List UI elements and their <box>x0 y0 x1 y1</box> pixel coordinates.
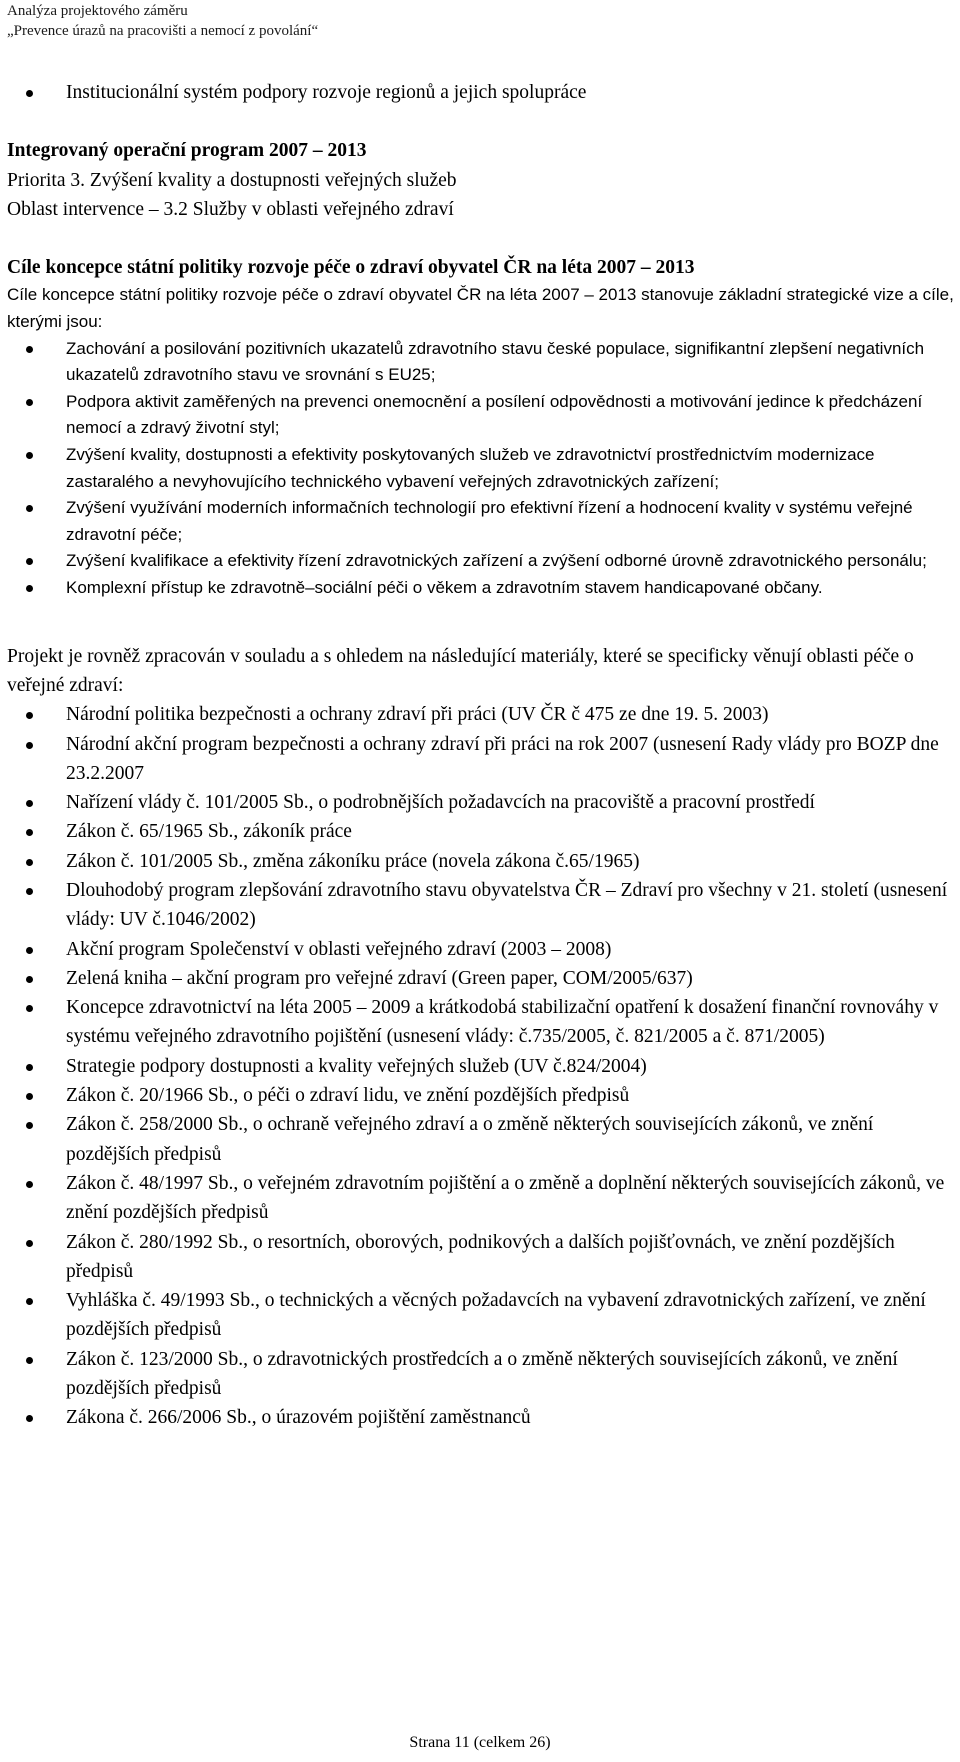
list-item <box>7 1169 957 1228</box>
list-item-text: Zákon č. 280/1992 Sb., o resortních, oborových, podnikových a dalších pojišťovnách, ve znění pozdějších předpisů <box>66 1231 895 1282</box>
list-item <box>7 876 957 935</box>
page-content <box>7 78 957 1433</box>
list-item <box>7 1081 957 1110</box>
list-item <box>7 1228 957 1287</box>
list-item-text: Zachování a posilování pozitivních ukazatelů zdravotního stavu české populace, signifikantní zlepšení negativních ukazatelů zdravotního stavu ve srovnání s EU25; <box>66 338 925 385</box>
list-item-text: Zákon č. 65/1965 Sb., zákoník práce <box>66 821 352 843</box>
list-item-text: Zákon č. 20/1966 Sb., o péči o zdraví lidu, ve znění pozdějších předpisů <box>66 1085 630 1107</box>
list-item-text: Nařízení vlády č. 101/2005 Sb., o podrobnějších požadavcích na pracoviště a pracovní prostředí <box>66 792 815 814</box>
bullet-icon <box>26 346 33 353</box>
bullet-icon <box>26 1357 33 1364</box>
bullet-icon <box>26 712 33 719</box>
list-item <box>7 964 957 993</box>
bullet-icon <box>26 888 33 895</box>
bullet-icon <box>26 976 33 983</box>
list-item <box>7 935 957 964</box>
concept-section <box>7 253 957 601</box>
page-number: Strana 11 (celkem 26) <box>409 1734 551 1751</box>
bullet-icon <box>26 90 33 97</box>
bullet-icon <box>26 800 33 807</box>
list-item <box>7 847 957 876</box>
list-item-text: Komplexní přístup ke zdravotně–sociální péči o věkem a zdravotním stavem handicapované občany. <box>66 578 823 598</box>
spacer <box>7 107 957 136</box>
list-item-text: Zákon č. 101/2005 Sb., změna zákoníku práce (novela zákona č.65/1965) <box>66 850 640 872</box>
bullet-icon <box>26 399 33 406</box>
list-item-text: Zákon č. 258/2000 Sb., o ochraně veřejného zdraví a o změně některých souvisejících zákonů, ve znění pozdějších předpisů <box>66 1114 874 1165</box>
list-item <box>7 1345 957 1404</box>
materials-section <box>7 642 957 1433</box>
bullet-icon <box>26 742 33 749</box>
spacer <box>7 602 957 642</box>
list-item <box>7 993 957 1052</box>
page-header <box>7 1 318 41</box>
concept-body <box>7 282 957 601</box>
bullet-icon <box>26 1093 33 1100</box>
bullet-icon <box>26 558 33 565</box>
iop-heading: Integrovaný operační program 2007 – 2013 <box>7 140 367 162</box>
list-item <box>7 389 957 442</box>
list-item <box>7 700 957 729</box>
bullet-icon <box>26 1298 33 1305</box>
concept-heading: Cíle koncepce státní politiky rozvoje péče o zdraví obyvatel ČR na léta 2007 – 2013 <box>7 257 695 279</box>
bullet-icon <box>26 505 33 512</box>
list-item <box>7 336 957 389</box>
list-item <box>7 575 957 602</box>
bullet-icon <box>26 452 33 459</box>
list-item-text: Koncepce zdravotnictví na léta 2005 – 2009 a krátkodobá stabilizační opatření k dosažení finanční rovnováhy v systému veřejného zdravotního pojištění (usnesení vlády: č.735/2005, č. 821/2005 a č. 871/2005) <box>66 997 939 1048</box>
bullet-icon <box>26 1064 33 1071</box>
bullet-icon <box>26 1181 33 1188</box>
bullet-icon <box>26 1240 33 1247</box>
list-item <box>7 730 957 789</box>
list-item-text: Národní politika bezpečnosti a ochrany zdraví při práci (UV ČR č 475 ze dne 19. 5. 2003) <box>66 704 769 726</box>
list-item-text: Zákona č. 266/2006 Sb., o úrazovém pojištění zaměstnanců <box>66 1407 531 1429</box>
list-item-text: Podpora aktivit zaměřených na prevenci onemocnění a posílení odpovědnosti a motivování jedince k předcházení nemocí a zdravý životní styl; <box>66 391 923 438</box>
list-item-text: Zákon č. 123/2000 Sb., o zdravotnických prostředcích a o změně některých souvisejících zákonů, ve znění pozdějších předpisů <box>66 1348 898 1400</box>
list-item <box>7 1286 957 1345</box>
materials-intro: Projekt je rovněž zpracován v souladu a s ohledem na následující materiály, které se specificky věnují oblasti péče o veřejné zdraví: <box>7 645 914 696</box>
list-item-text: Dlouhodobý program zlepšování zdravotního stavu obyvatelstva ČR – Zdraví pro všechny v 21. století (usnesení vlády: UV č.1046/2002) <box>66 879 948 931</box>
concept-goals-list <box>7 336 957 602</box>
intro-bullet-list <box>7 78 957 107</box>
bullet-icon <box>26 1005 33 1012</box>
list-item-text: Akční program Společenství v oblasti veřejného zdraví (2003 – 2008) <box>66 938 612 960</box>
header-title: Analýza projektového záměru <box>7 3 188 19</box>
list-item <box>7 1110 957 1169</box>
iop-intervention: Oblast intervence – 3.2 Služby v oblasti veřejného zdraví <box>7 198 454 220</box>
list-item-text: Zákon č. 48/1997 Sb., o veřejném zdravotním pojištění a o změně a doplnění některých souvisejících zákonů, ve znění pozdějších předpisů <box>66 1172 945 1224</box>
materials-list <box>7 700 957 1432</box>
bullet-icon <box>26 947 33 954</box>
iop-section <box>7 136 957 224</box>
spacer <box>7 224 957 253</box>
bullet-icon <box>26 585 33 592</box>
bullet-icon <box>26 829 33 836</box>
list-item <box>7 548 957 575</box>
list-item <box>7 495 957 548</box>
list-item-text: Zvýšení kvality, dostupnosti a efektivity poskytovaných služeb ve zdravotnictví prostřednictvím modernizace zastaralého a nevyhovujícího technického vybavení veřejných zdravotnických zařízení; <box>66 445 875 491</box>
list-item-text: Zvýšení kvalifikace a efektivity řízení zdravotnických zařízení a zvýšení odborné úrovně zdravotnického personálu; <box>66 551 927 571</box>
list-item-text: Strategie podpory dostupnosti a kvality veřejných služeb (UV č.824/2004) <box>66 1055 647 1077</box>
iop-priority: Priorita 3. Zvýšení kvality a dostupnosti veřejných služeb <box>7 169 457 191</box>
page-footer <box>0 1733 960 1753</box>
list-item-text: Zvýšení využívání moderních informačních technologií pro efektivní řízení a hodnocení kvality v systému veřejné zdravotní péče; <box>66 498 913 544</box>
list-item <box>7 1403 957 1432</box>
list-item-text: Zelená kniha – akční program pro veřejné zdraví (Green paper, COM/2005/637) <box>66 967 693 989</box>
list-item <box>7 442 957 495</box>
bullet-icon <box>26 1122 33 1129</box>
list-item-text: Národní akční program bezpečnosti a ochrany zdraví při práci na rok 2007 (usnesení Rady vlády pro BOZP dne 23.2.2007 <box>66 733 939 784</box>
bullet-icon <box>26 1415 33 1422</box>
list-item <box>7 78 957 107</box>
header-subtitle: „Prevence úrazů na pracovišti a nemocí z povolání“ <box>7 23 319 39</box>
list-item <box>7 788 957 817</box>
concept-intro: Cíle koncepce státní politiky rozvoje péče o zdraví obyvatel ČR na léta 2007 – 2013 stanovuje základní strategické vize a cíle, kterými jsou: <box>7 285 954 332</box>
list-item <box>7 817 957 846</box>
list-item-text: Vyhláška č. 49/1993 Sb., o technických a věcných požadavcích na vybavení zdravotnických zařízení, ve znění pozdějších předpisů <box>66 1290 926 1341</box>
bullet-icon <box>26 859 33 866</box>
list-item <box>7 1052 957 1081</box>
list-item-text: Institucionální systém podpory rozvoje regionů a jejich spolupráce <box>66 82 587 103</box>
